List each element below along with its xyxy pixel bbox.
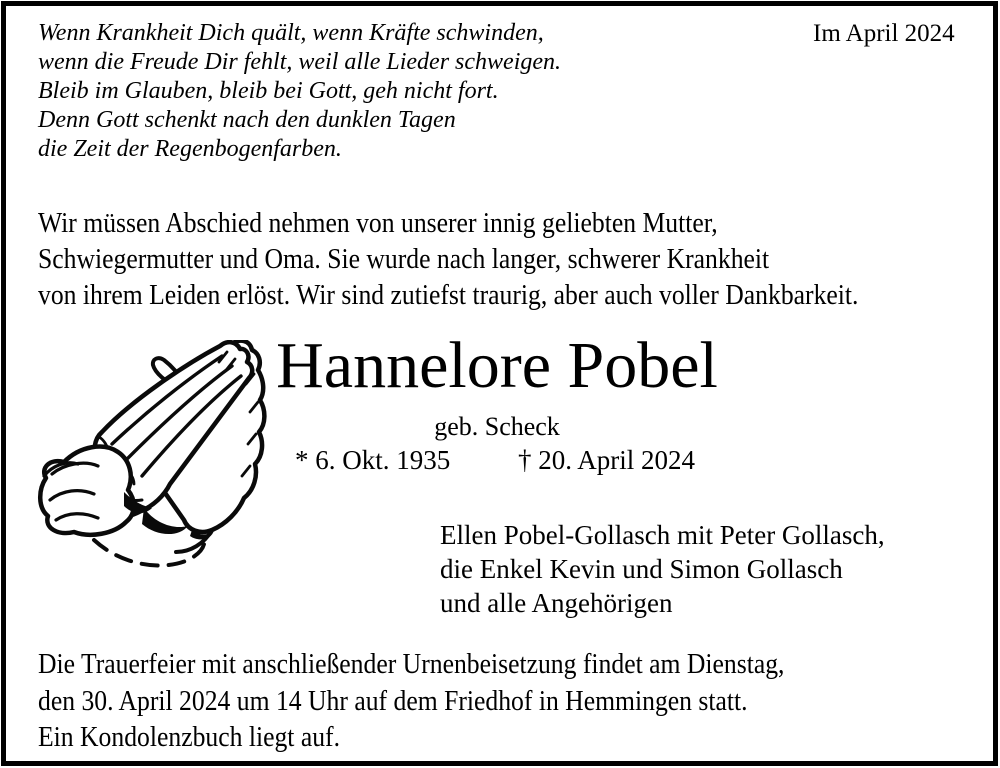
maiden-name: geb. Scheck [434,412,560,441]
poem-line: die Zeit der Regenbogenfarben. [38,136,342,162]
intro-line: Schwiegermutter und Oma. Sie wurde nach langer, schwerer Krankheit [38,244,770,275]
poem-line: Denn Gott schenkt nach den dunklen Tagen [38,107,456,133]
funeral-line: Ein Kondolenzbuch liegt auf. [38,722,341,753]
intro-paragraph [38,206,858,314]
deceased-name: Hannelore Pobel [276,329,718,402]
memorial-poem [38,19,561,164]
intro-line: von ihrem Leiden erlöst. Wir sind zutiefst traurig, aber auch voller Dankbarkeit. [38,280,859,311]
publication-date: Im April 2024 [813,20,955,47]
death-date: † 20. April 2024 [518,445,696,475]
funeral-line: Die Trauerfeier mit anschließender Urnenbeisetzung findet am Dienstag, [38,649,785,680]
poem-line: wenn die Freude Dir fehlt, weil alle Lieder schweigen. [38,49,562,75]
mourners-line: Ellen Pobel-Gollasch mit Peter Gollasch, [440,520,885,550]
funeral-information [38,647,784,757]
intro-line: Wir müssen Abschied nehmen von unserer innig geliebten Mutter, [38,208,718,239]
birth-date: * 6. Okt. 1935 [295,445,451,475]
mourners-line: und alle Angehörigen [440,588,673,618]
mourners-line: die Enkel Kevin und Simon Gollasch [440,554,843,584]
life-dates [0,444,1000,476]
mourners-list [440,518,885,620]
funeral-line: den 30. April 2024 um 14 Uhr auf dem Friedhof in Hemmingen statt. [38,685,748,717]
poem-line: Bleib im Glauben, bleib bei Gott, geh nicht fort. [38,78,499,104]
poem-line: Wenn Krankheit Dich quält, wenn Kräfte schwinden, [38,20,544,46]
